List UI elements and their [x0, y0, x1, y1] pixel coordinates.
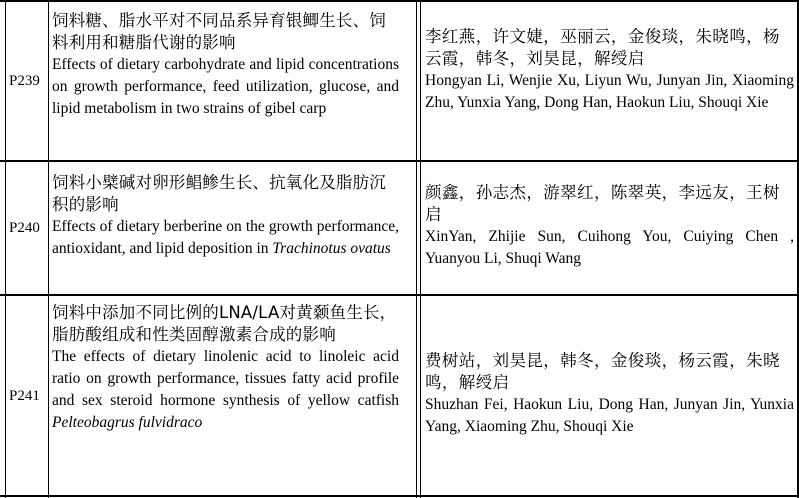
title-zh: 饲料小檗碱对卵形鲳鲹生长、抗氧化及脂肪沉积的影响 — [52, 173, 386, 214]
title-cell — [52, 302, 399, 434]
table-rule-row-2-3 — [0, 294, 799, 296]
row-id: P241 — [9, 387, 40, 404]
title-cell — [52, 172, 399, 260]
species-name: Pelteobagrus fulvidraco — [52, 414, 203, 431]
title-en — [52, 346, 399, 434]
table-rule-mid-b — [420, 0, 421, 498]
row-id-cell — [9, 162, 49, 294]
authors-zh: 费树站，刘昊昆，韩冬，金俊琰，杨云霞，朱晓鸣，解绶启 — [425, 351, 780, 392]
table-rule-left — [5, 0, 6, 498]
title-zh: 饲料糖、脂水平对不同品系异育银鲫生长、饲料利用和糖脂代谢的影响 — [52, 11, 386, 52]
authors-zh: 颜鑫，孙志杰，游翠红，陈翠英，李远友，王树启 — [425, 183, 780, 224]
table-rule-bottom — [0, 495, 799, 497]
authors-cell — [425, 182, 794, 270]
species-name: Trachinotus ovatus — [272, 240, 391, 257]
title-en — [52, 54, 399, 120]
authors-zh: 李红燕，许文婕，巫丽云，金俊琰，朱晓鸣，杨云霞，韩冬，刘昊昆，解绶启 — [425, 27, 780, 68]
authors-cell — [425, 350, 794, 438]
authors-en: Hongyan Li, Wenjie Xu, Liyun Wu, Junyan Jin, Xiaoming Zhu, Yunxia Yang, Dong Han, Haokun Liu, Shouqi Xie — [425, 72, 794, 111]
table-rule-top — [0, 0, 799, 2]
row-id-cell — [9, 2, 49, 160]
title-en-text: The effects of dietary linolenic acid to linoleic acid ratio on growth performance, tissues fatty acid profile and sex steroid hormone synthesis of yellow catfish — [52, 348, 399, 409]
authors-en: XinYan, Zhijie Sun, Cuihong You, Cuiying Chen , Yuanyou Li, Shuqi Wang — [425, 228, 794, 267]
title-en-text: Effects of dietary carbohydrate and lipid concentrations on growth performance, feed utilization, glucose, and lipid metabolism in two strains of gibel carp — [52, 56, 399, 117]
authors-cell — [425, 26, 794, 114]
row-id: P240 — [9, 220, 40, 236]
row-id: P239 — [9, 73, 40, 89]
title-zh: 饲料中添加不同比例的LNA/LA对黄颡鱼生长，脂肪酸组成和性类固醇激素合成的影响 — [52, 303, 397, 344]
authors-en: Shuzhan Fei, Haokun Liu, Dong Han, Junyan Jin, Yunxia Yang, Xiaoming Zhu, Shouqi Xie — [425, 396, 794, 435]
title-en — [52, 216, 399, 260]
title-en-text: Effects of dietary berberine on the growth performance, antioxidant, and lipid deposition in — [52, 218, 399, 257]
row-id-cell — [9, 296, 49, 495]
table-rule-mid-a — [416, 0, 417, 498]
table-rule-row-1-2 — [0, 160, 799, 162]
title-cell — [52, 10, 399, 120]
